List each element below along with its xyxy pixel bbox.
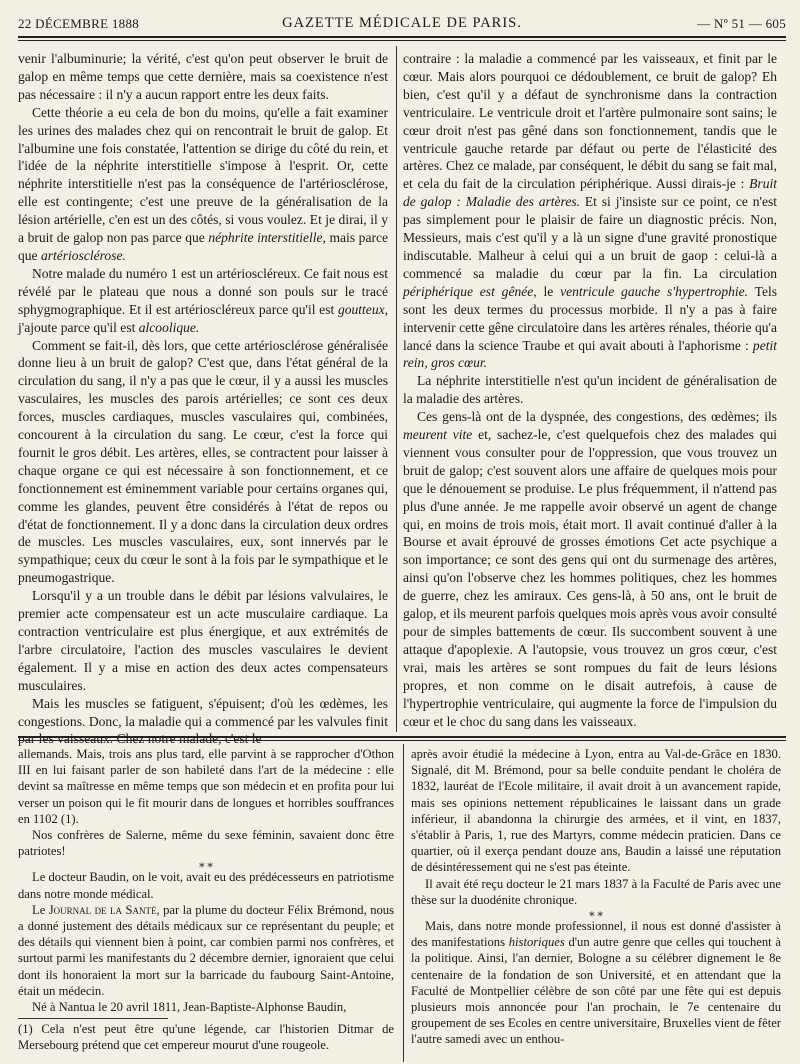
section-rule-thin xyxy=(18,740,786,741)
column-left-bottom xyxy=(18,746,394,1060)
issue-date: 22 DÉCEMBRE 1888 xyxy=(18,16,140,31)
paragraph: Mais, dans notre monde professionnel, il nous est donné d'assister à des manifestations historiques d'un autre genre que celles qui touchent à la politique. Ainsi, l'an dernier, Bologne a su célébrer dignement le 8e centenaire de la fondation de son Université, et en attendant que la Faculté de Montpellier célèbre de son côté par une fête qui est depuis plusieurs mois annoncée pour l'an prochain, le 7e centenaire du groupement de ses Ecoles en centre universitaire, Bruxelles vient de fêter l'autre samedi avec un enthou- xyxy=(411,919,781,1047)
paragraph: venir l'albuminurie; la vérité, c'est qu'on peut observer le bruit de galop en même temps que cette dernière, mais sa coexistence n'est pas nécessaire : il n'y a aucun rapport entre les deux faits. xyxy=(18,51,388,102)
paragraph: après avoir étudié la médecine à Lyon, entra au Val-de-Grâce en 1830. Signalé, dit M. Brémond, pour sa belle conduite pendant le choléra de 1832, lauréat de l'Ecole militaire, il avait droit à un avancement rapide, mais ses opinions nettement républicaines le laissant dans un grade inférieur, il abandonna la chirurgie des armées, et il vint, en 1837, s'établir à Paris, 1, rue des Martyrs, comme médecin praticien. Dans ce quartier, où il exerça pendant douze ans, Baudin a laissé une réputation de désintéressement qui ne s'est pas éteinte. xyxy=(411,747,781,875)
issue-page-number: — Nº 51 — 605 xyxy=(697,16,786,31)
column-right-bottom xyxy=(411,746,781,1060)
paragraph: La néphrite interstitielle n'est qu'un incident de généralisation de la maladie des artères. xyxy=(403,373,777,407)
paragraph: Notre malade du numéro 1 est un artérioscléreux. Ce fait nous est révélé par le plateau que nous a donné son pouls sur le tracé sphygmographique. Et il est artérioscléreux parce qu'il est goutteux, j'ajoute parce qu'il est alcoolique. xyxy=(18,265,388,335)
paragraph: Le Journal de la Santé, par la plume du docteur Félix Brémond, nous a donné justement des détails médicaux sur ce représentant du peuple; et des détails qui viennent bien à point, car combien parmi nos confrères, et surtout parmi les manifestants du 2 décembre dernier, ignoraient que celui dont ils honoraient la mort sur la barricade du faubourg Saint-Antoine, était un médecin. xyxy=(18,902,395,998)
journal-title: GAZETTE MÉDICALE DE PARIS. xyxy=(282,15,522,31)
paragraph: Ces gens-là ont de la dyspnée, des congestions, des œdèmes; ils meurent vite et, sachez-le, c'est quelquefois chez des malades qui viennent vous consulter pour de l'oppression, que vous trouvez un bruit de galop; c'est souvent alors une affaire de quelques mois pour que le dénouement se produise. Le plus fréquemment, il n'attend pas plus d'une année. Je me rappelle avoir observé un agent de change qui, en moins de trois mois, était mort. Il avait continué d'aller à la Bourse et avait éprouvé de grosses émotions Cet acte psychique a son importance; ce sont des gens qui ont du surmenage des artères, ainsi qu'on l'observe chez les hommes politiques, chez les hommes de guerre, chez les amiraux. Ces gens-là, à 50 ans, ont le bruit de galop, et ils meurent parfois quelques mois après vous avoir consulté pour de simples battements de cœur. Ils succombent souvent à une attaque d'apoplexie. A l'autopsie, vous trouvez un gros cœur, c'est vrai, mais les artères se sont rompues du fait de leurs lésions propres, et non comme on le disait autrefois, à cause de l'hypertrophie ventriculaire, qui augmente la force de l'impulsion du cœur et le choc du sang dans les vaisseaux. xyxy=(403,409,777,729)
paragraph: Le docteur Baudin, on le voit, avait eu des prédécesseurs en patriotisme dans notre monde médical. xyxy=(18,870,394,901)
column-right-top xyxy=(403,50,777,730)
paragraph: allemands. Mais, trois ans plus tard, elle parvint à se rapprocher d'Othon III en lui faisant parler de son habileté dans l'art de la médecine : elle devint sa maîtresse en même temps que son médecin et en profita pour lui verser un poison qui le fit mourir dans de longues et horribles souffrances en 1102 (1). xyxy=(18,747,394,826)
paragraph: Il avait été reçu docteur le 21 mars 1837 à la Faculté de Paris avec une thèse sur la duodénite chronique. xyxy=(411,876,781,907)
header-rule xyxy=(18,36,786,38)
column-divider-bottom xyxy=(403,744,404,1062)
paragraph: Lorsqu'il y a un trouble dans le débit par lésions valvulaires, le premier acte compensateur est un acte musculaire cardiaque. La contraction ventriculaire est plus énergique, et aux extrémités de l'arbre circulatoire, l'action des muscles vasculaires le devient également. Il y a mise en action des deux actes compensateurs musculaires. xyxy=(18,588,388,693)
paragraph: Comment se fait-il, dès lors, que cette artériosclérose généralisée donne lieu à un bruit de galop? C'est que, dans l'état général de la circulation du sang, il n'y a pas que le cœur, il y a aussi les muscles vasculaires, les muscles des parois artérielles; ce sont ces deux forces, muscles cardiaques, muscles vasculaires qui, combinées, concourent à la circulation du sang. Le cœur, c'est la force qui fournit le gros débit. Les artères, elles, se contractent pour laisser à chaque organe ce qui est nécessaire à son fonctionnement, et ce fonctionnement est éminemment variable pour certains organes qui, comme les glandes, peuvent être considérés à l'état de repos ou d'état de fonctionnement. Il y a donc dans la circulation deux ordres de muscles. Les muscles vasculaires, eux, sont innervés par le sympathique; ceux du cœur le sont à la fois par le sympathique et le pneumogastrique. xyxy=(18,337,388,586)
footnote: (1) Cela n'est peut être qu'une légende, car l'historien Ditmar de Mersebourg prétend que cet empereur mourut d'une rougeole. xyxy=(18,1022,394,1053)
paragraph: Cette théorie a eu cela de bon du moins, qu'elle a fait examiner les urines des malades chez qui on rencontrait le bruit de galop. Et l'albumine une fois constatée, l'attention se dirige du côté du rein, et l'idée de la néphrite interstitielle s'impose à l'esprit. Or, cette néphrite interstitielle n'est pas la conséquence de l'artériosclérose, elle est contingente; c'est une preuve de la généralisation de la lésion artérielle, c'en est un des côtés, si vous voulez. Et je dirai, il y a bruit de galop non pas parce que néphrite interstitielle, mais parce que artériosclérose. xyxy=(18,104,388,263)
section-rule xyxy=(18,736,786,738)
footnote-rule xyxy=(18,1018,168,1019)
paragraph: contraire : la maladie a commencé par les vaisseaux, et finit par le cœur. Mais alors pourquoi ce dédoublement, ce bruit de galop? Eh bien, c'est qu'il y a défaut de synchronisme dans la contraction ventriculaire. Le ventricule droit et l'artère pulmonaire sont sains; le cœur droit n'est pas gêné dans son fonctionnement, tandis que le ventricule gauche retarde par défaut ou perte de l'élasticité des artères. Chez ce malade, par conséquent, le débit du sang se fait mal, et cela du fait de la circulation périphérique. Aussi dirais-je : Bruit de galop : Maladie des artères. Et si j'insiste sur ce point, ce n'est pas simplement pour le plaisir de faire un diagnostic précis. Non, Messieurs, mais c'est qu'il y a là un signe d'une gravité pronostique indiscutable. Malheur à celui qui a un bruit de gaop : celui-là a commencé sa maladie du cœur par la fin. La circulation périphérique est gênée, le ventricule gauche s'hypertrophie. Tels sont les deux termes du processus morbide. Il n'y a pas à faire intervenir cette gêne circulatoire dans les artères rénales, théorie qu'a lancé dans la science Traube et qui avait abouti à l'aphorisme : petit rein, gros cœur. xyxy=(403,51,778,371)
paragraph: Mais les muscles se fatiguent, s'épuisent; d'où les œdèmes, les congestions. Donc, la maladie qui a commencé par les valvules finit par les vaisseaux. Chez notre malade, c'est le xyxy=(18,695,388,747)
section-separator-stars: ⁎ ⁎ xyxy=(589,907,603,920)
column-left-top xyxy=(18,50,388,747)
paragraph: Né à Nantua le 20 avril 1811, Jean-Baptiste-Alphonse Baudin, xyxy=(32,1000,347,1015)
header-rule-thin xyxy=(18,40,786,41)
column-divider xyxy=(396,46,397,732)
section-separator-stars: ⁎ ⁎ xyxy=(199,858,213,871)
paragraph: Nos confrères de Salerne, même du sexe féminin, savaient donc être patriotes! xyxy=(18,828,394,859)
